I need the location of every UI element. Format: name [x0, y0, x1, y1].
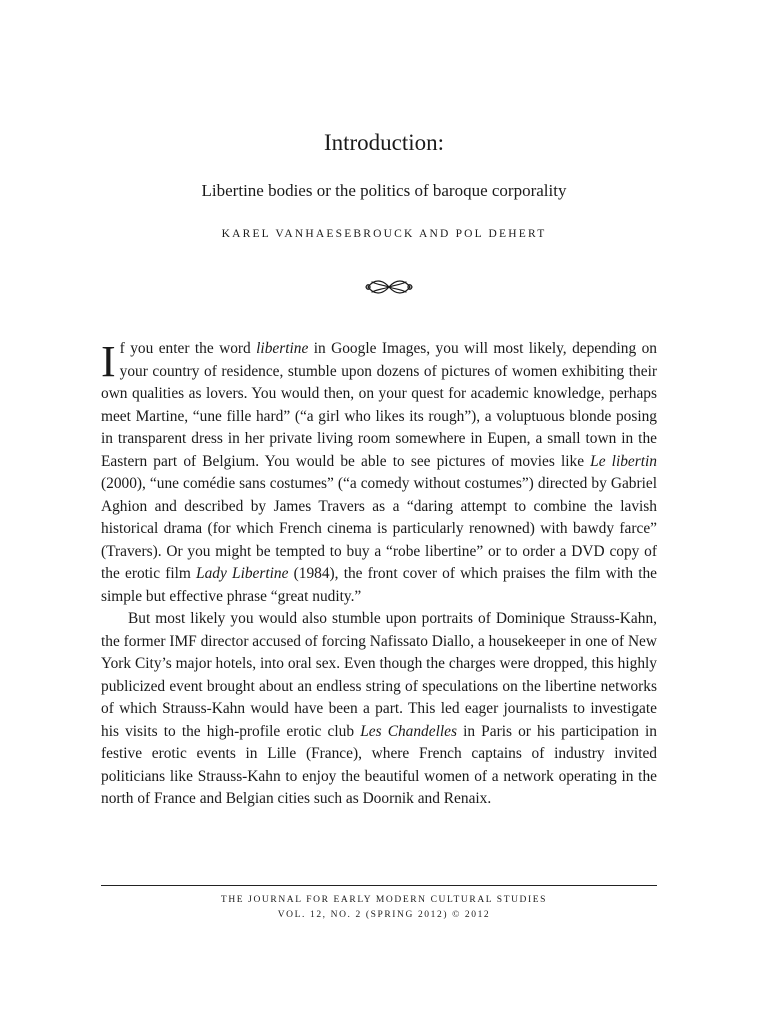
italic-film-title: Le libertin — [590, 452, 657, 470]
footer-rule — [101, 885, 657, 886]
article-authors: KAREL VANHAESEBROUCK AND POL DEHERT — [221, 228, 547, 240]
text-run: in Paris or his participation in festive erotic events in Lille (France), where French captains of industry invited politicians like Strauss-Kahn to enjoy the beautiful women of a network operating in the north of France and Belgian cities such as Doornik and Renaix. — [101, 722, 658, 807]
fleuron-ornament-icon — [364, 276, 414, 298]
italic-club-name: Les Chandelles — [360, 722, 457, 740]
journal-footer — [0, 893, 768, 923]
italic-film-title: Lady Libertine — [196, 565, 289, 582]
paragraph-2 — [101, 608, 657, 811]
text-run: But most likely you would also stumble upon portraits of Dominique Strauss-Kahn, the former IMF director accused of forcing Nafissato Diallo, a housekeeper in one of New York City’s major hotels, into oral sex. Even though the charges were dropped, this highly publicized event brought about an endless string of speculations on the libertine networks of which Strauss-Kahn would have been a part. This led eager journalists to investigate his visits to the high-profile erotic club — [101, 610, 658, 740]
article-body — [101, 338, 657, 811]
article-title: Introduction: — [323, 130, 445, 155]
text-run: in Google Images, you will most likely, depending on your country of residence, stumble upon dozens of pictures of women exhibiting their own qualities as lovers. You would then, on your quest for academic knowledge, perhaps meet Martine, “une fille hard” (“a girl who likes its rough”), a voluptuous blonde posing in transparent dress in her private living room somewhere in Eupen, a small town in the Eastern part of Belgium. You would be able to see pictures of movies like — [101, 340, 657, 470]
text-run: f you enter the word — [119, 340, 257, 357]
italic-term: libertine — [256, 340, 309, 357]
journal-volume: VOL. 12, NO. 2 (SPRING 2012) © 2012 — [277, 910, 491, 920]
journal-name: THE JOURNAL FOR EARLY MODERN CULTURAL STUDIES — [220, 895, 548, 905]
paragraph-1 — [101, 338, 657, 608]
text-run: (2000), “une comédie sans costumes” (“a comedy without costumes”) directed by Gabriel Aghion and described by James Travers as a “daring attempt to combine the lavish historical drama (for which French cinema is particularly renowned) with bawdy farce” (Travers). Or you might be tempted to buy a “robe libertine” or to order a DVD copy of the erotic film — [101, 475, 657, 582]
article-subtitle: Libertine bodies or the politics of baroque corporality — [201, 181, 567, 200]
drop-cap: I — [101, 337, 116, 386]
text-run: (1984), the front cover of which praises the film with the simple but effective phrase “great nudity.” — [101, 565, 658, 605]
